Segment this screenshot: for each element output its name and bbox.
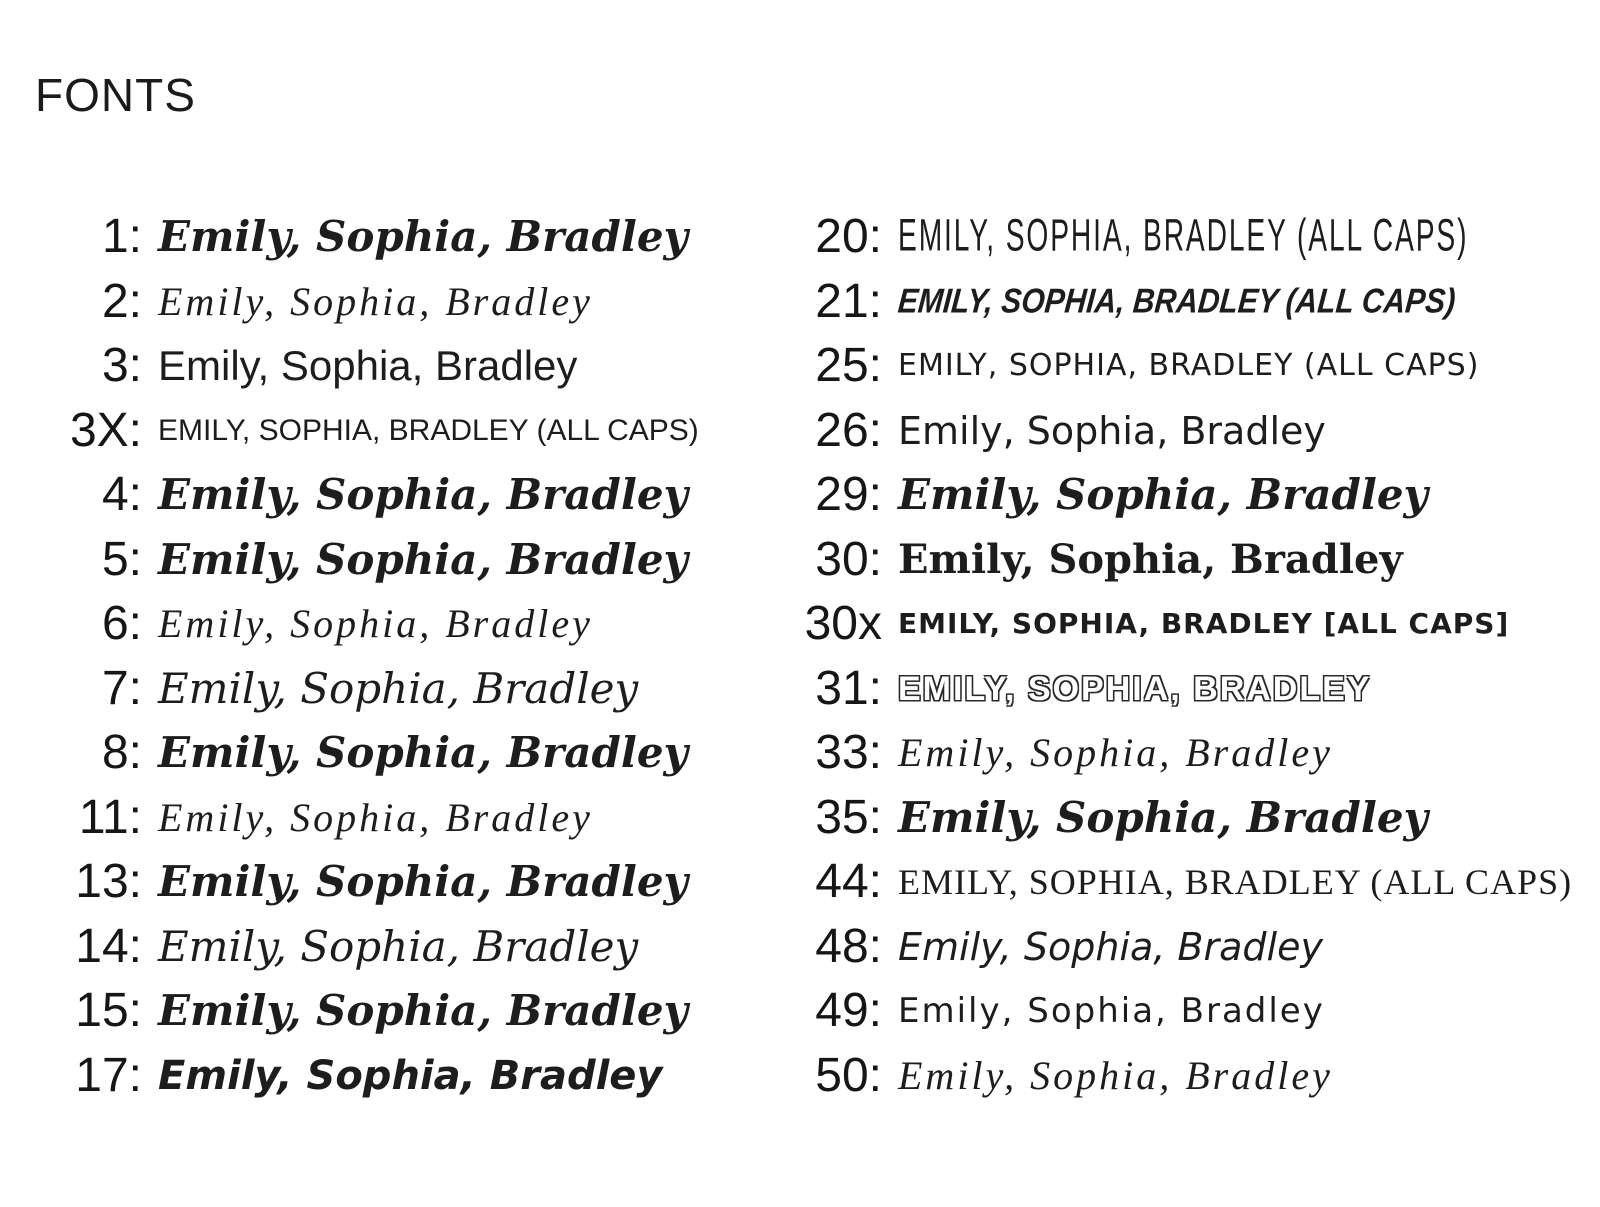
font-sample-15: Emily, Sophia, Bradley <box>158 986 688 1036</box>
font-sample-25: EMILY, SOPHIA, BRADLEY (ALL CAPS) <box>898 348 1480 384</box>
font-row-30 <box>790 528 1580 593</box>
font-row-20 <box>790 205 1580 270</box>
font-sample-13: Emily, Sophia, Bradley <box>158 857 688 907</box>
font-sample-29: Emily, Sophia, Bradley <box>898 470 1428 520</box>
font-sample-3: Emily, Sophia, Bradley <box>158 342 578 390</box>
font-sample-8: Emily, Sophia, Bradley <box>158 728 688 778</box>
font-sample-33: Emily, Sophia, Bradley <box>898 730 1333 776</box>
font-row-17 <box>50 1044 780 1109</box>
font-sample-30: Emily, Sophia, Bradley <box>898 535 1403 583</box>
font-sample-44: EMILY, SOPHIA, BRADLEY (ALL CAPS) <box>898 862 1573 903</box>
font-sample-7: Emily, Sophia, Bradley <box>158 663 639 713</box>
font-number-20: 20: <box>815 210 882 264</box>
font-sample-5: Emily, Sophia, Bradley <box>158 534 688 584</box>
font-number-3X: 3X: <box>69 403 142 457</box>
font-sample-1: Emily, Sophia, Bradley <box>158 212 688 262</box>
font-sample-11: Emily, Sophia, Bradley <box>158 794 593 840</box>
font-row-31 <box>790 657 1580 722</box>
font-sample-2: Emily, Sophia, Bradley <box>158 278 593 324</box>
font-number-33: 33: <box>815 726 882 780</box>
font-row-5 <box>50 528 780 593</box>
font-sample-3X: EMILY, SOPHIA, BRADLEY (ALL CAPS) <box>158 413 699 447</box>
font-row-6 <box>50 592 780 657</box>
font-sample-48: Emily, Sophia, Bradley <box>898 924 1323 969</box>
font-row-30x <box>790 592 1580 657</box>
font-number-48: 48: <box>815 919 882 973</box>
font-number-29: 29: <box>815 468 882 522</box>
font-number-6: 6: <box>101 597 142 651</box>
font-row-25 <box>790 334 1580 399</box>
font-sample-26: Emily, Sophia, Bradley <box>898 408 1326 453</box>
font-row-35 <box>790 786 1580 851</box>
font-number-4: 4: <box>101 468 142 522</box>
font-row-49 <box>790 979 1580 1044</box>
font-number-25: 25: <box>815 339 882 393</box>
font-row-33 <box>790 721 1580 786</box>
font-sample-30x: EMILY, SOPHIA, BRADLEY [ALL CAPS] <box>898 607 1510 641</box>
font-row-14 <box>50 915 780 980</box>
font-number-50: 50: <box>815 1048 882 1102</box>
font-number-35: 35: <box>815 790 882 844</box>
font-number-3: 3: <box>101 339 142 393</box>
font-row-2 <box>50 270 780 335</box>
font-row-26 <box>790 399 1580 464</box>
font-number-30: 30: <box>815 532 882 586</box>
font-number-49: 49: <box>815 984 882 1038</box>
font-sample-21: EMILY, SOPHIA, BRADLEY (ALL CAPS) <box>896 282 1458 321</box>
font-number-13: 13: <box>75 855 142 909</box>
font-number-30x: 30x <box>804 597 882 651</box>
font-column-right <box>790 205 1580 1108</box>
font-number-15: 15: <box>75 984 142 1038</box>
page-title: FONTS <box>35 69 196 121</box>
font-number-31: 31: <box>815 661 882 715</box>
font-sample-17: Emily, Sophia, Bradley <box>158 1052 663 1099</box>
font-sample-49: Emily, Sophia, Bradley <box>898 991 1325 1032</box>
font-row-11 <box>50 786 780 851</box>
font-number-5: 5: <box>101 532 142 586</box>
font-number-8: 8: <box>101 726 142 780</box>
font-number-14: 14: <box>75 919 142 973</box>
font-sample-4: Emily, Sophia, Bradley <box>158 470 688 520</box>
font-sample-50: Emily, Sophia, Bradley <box>898 1052 1333 1098</box>
font-row-15 <box>50 979 780 1044</box>
font-number-44: 44: <box>815 855 882 909</box>
font-row-48 <box>790 915 1580 980</box>
font-row-29 <box>790 463 1580 528</box>
font-row-4 <box>50 463 780 528</box>
font-column-left <box>50 205 780 1108</box>
font-row-21 <box>790 270 1580 335</box>
font-row-1 <box>50 205 780 270</box>
font-number-21: 21: <box>815 274 882 328</box>
font-sample-6: Emily, Sophia, Bradley <box>158 601 593 647</box>
font-number-1: 1: <box>101 210 142 264</box>
font-number-7: 7: <box>101 661 142 715</box>
font-row-13 <box>50 850 780 915</box>
font-row-7 <box>50 657 780 722</box>
font-row-44 <box>790 850 1580 915</box>
font-number-11: 11: <box>78 790 142 844</box>
font-number-2: 2: <box>101 274 142 328</box>
font-row-50 <box>790 1044 1580 1109</box>
font-row-3X <box>50 399 780 464</box>
font-sample-35: Emily, Sophia, Bradley <box>898 792 1428 842</box>
font-number-17: 17: <box>75 1048 142 1102</box>
font-row-3 <box>50 334 780 399</box>
font-sample-31: EMILY, SOPHIA, BRADLEY <box>898 669 1372 708</box>
font-row-8 <box>50 721 780 786</box>
font-number-26: 26: <box>815 403 882 457</box>
font-sample-20: EMILY, SOPHIA, BRADLEY (ALL CAPS) <box>898 211 1469 262</box>
font-sample-14: Emily, Sophia, Bradley <box>158 921 639 971</box>
